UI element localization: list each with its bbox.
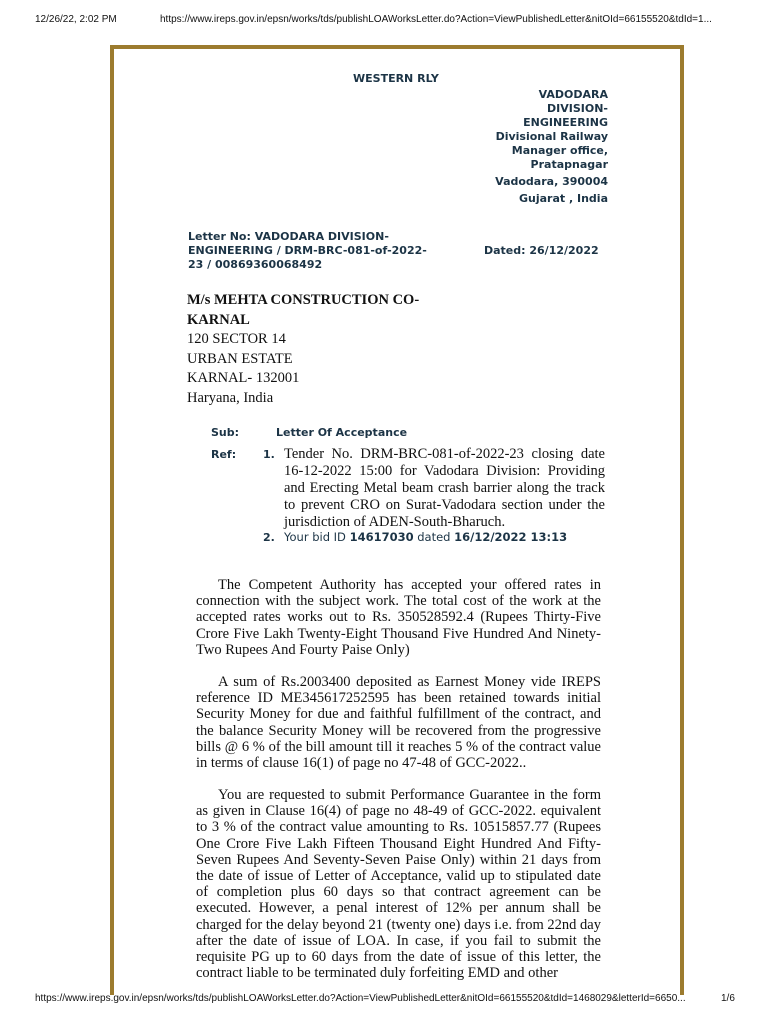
paragraph-performance-guarantee	[196, 787, 601, 981]
reference-number-2: 2.	[263, 531, 275, 544]
sender-address	[495, 88, 608, 206]
letter-date: Dated: 26/12/2022	[484, 244, 599, 257]
reference-number-1: 1.	[263, 448, 275, 461]
address-line: DIVISION-	[547, 102, 608, 115]
address-line: VADODARA	[538, 88, 608, 101]
reference-1-text: Tender No. DRM-BRC-081-of-2022-23 closing date 16-12-2022 15:00 for Vadodara Division: Providing and Erecting Metal beam crash barrier along the track to prevent CRO on Surat-Vadodara section under the jurisdiction of ADEN-South-Bharuch.	[284, 446, 605, 530]
bid-date: 16/12/2022 13:13	[454, 530, 568, 544]
bid-id: 14617030	[349, 530, 414, 544]
address-line: Divisional Railway	[495, 130, 608, 143]
paragraph-text: You are requested to submit Performance Guarantee in the form as given in Clause 16(4) of page no 48-49 of GCC-2022. equivalent to 3 % of the contract value amounting to Rs. 10515857.77 (Rupees One Crore Five Lakh Fifteen Thousand Eight Hundred And Fifty-Seven Rupees And Seventy-Seven Paise Only) within 21 days from the date of issue of Letter of Acceptance, valid up to stipulated date of completion plus 60 days so that contract agreement can be executed. However, a penal interest of 12% per annum shall be charged for the delay beyond 21 (twenty one) days i.e. from 22nd day after the date of issue of LOA. In case, if you fail to submit the requisite PG up to 60 days from the date of issue of this letter, the contract liable to be terminated duly forfeiting EMD and other	[196, 787, 601, 982]
subject-label: Sub:	[211, 426, 240, 439]
recipient-block	[187, 291, 467, 408]
page-indicator: 1/6	[721, 993, 735, 1004]
reference-label: Ref:	[211, 448, 237, 461]
paragraph-security-money	[196, 674, 601, 771]
bid-prefix: Your bid ID	[284, 530, 346, 544]
print-datetime: 12/26/22, 2:02 PM	[35, 14, 117, 25]
address-line: Vadodara, 390004	[495, 175, 608, 188]
address-line: Manager office,	[511, 144, 608, 157]
print-url-bottom: https://www.ireps.gov.in/epsn/works/tds/publishLOAWorksLetter.do?Action=ViewPublishedLetter&nitOId=66155520&tdId=1468029&letterId=6650...	[35, 993, 686, 1004]
paragraph-text: The Competent Authority has accepted your offered rates in connection with the subject work. The total cost of the work at the accepted rates works out to Rs. 350528592.4 (Rupees Thirty-Five Crore Five Lakh Twenty-Eight Thousand Five Hundred And Ninety-Two Rupees And Fourty Paise Only)	[196, 577, 601, 658]
reference-2-text	[284, 530, 567, 544]
bid-dated: dated	[417, 530, 451, 544]
address-line: Gujarat , India	[519, 192, 608, 205]
organization-name: WESTERN RLY	[353, 72, 439, 85]
address-line: ENGINEERING	[523, 116, 608, 129]
recipient-name: M/s MEHTA CONSTRUCTION CO-KARNAL	[187, 292, 420, 328]
paragraph-text: A sum of Rs.2003400 deposited as Earnest Money vide IREPS reference ID ME345617252595 has been retained towards initial Security Money for due and faithful fulfillment of the contract, and the balance Security Money will be recovered from the progressive bills @ 6 % of the bill amount till it reaches 5 % of the contract value in terms of clause 16(1) of page no 47-48 of GCC-2022..	[196, 674, 601, 772]
recipient-line: URBAN ESTATE	[187, 350, 293, 367]
recipient-line: KARNAL- 132001	[187, 370, 300, 386]
letter-number: Letter No: VADODARA DIVISION-ENGINEERING / DRM-BRC-081-of-2022-23 / 00869360068492	[188, 230, 427, 271]
recipient-line: 120 SECTOR 14	[187, 331, 286, 347]
subject-value: Letter Of Acceptance	[276, 426, 408, 439]
print-url-top: https://www.ireps.gov.in/epsn/works/tds/publishLOAWorksLetter.do?Action=ViewPublishedLetter&nitOId=66155520&tdId=1...	[160, 14, 712, 25]
address-line: Pratapnagar	[530, 158, 608, 171]
recipient-line: Haryana, India	[187, 389, 274, 406]
paragraph-acceptance	[196, 577, 601, 658]
